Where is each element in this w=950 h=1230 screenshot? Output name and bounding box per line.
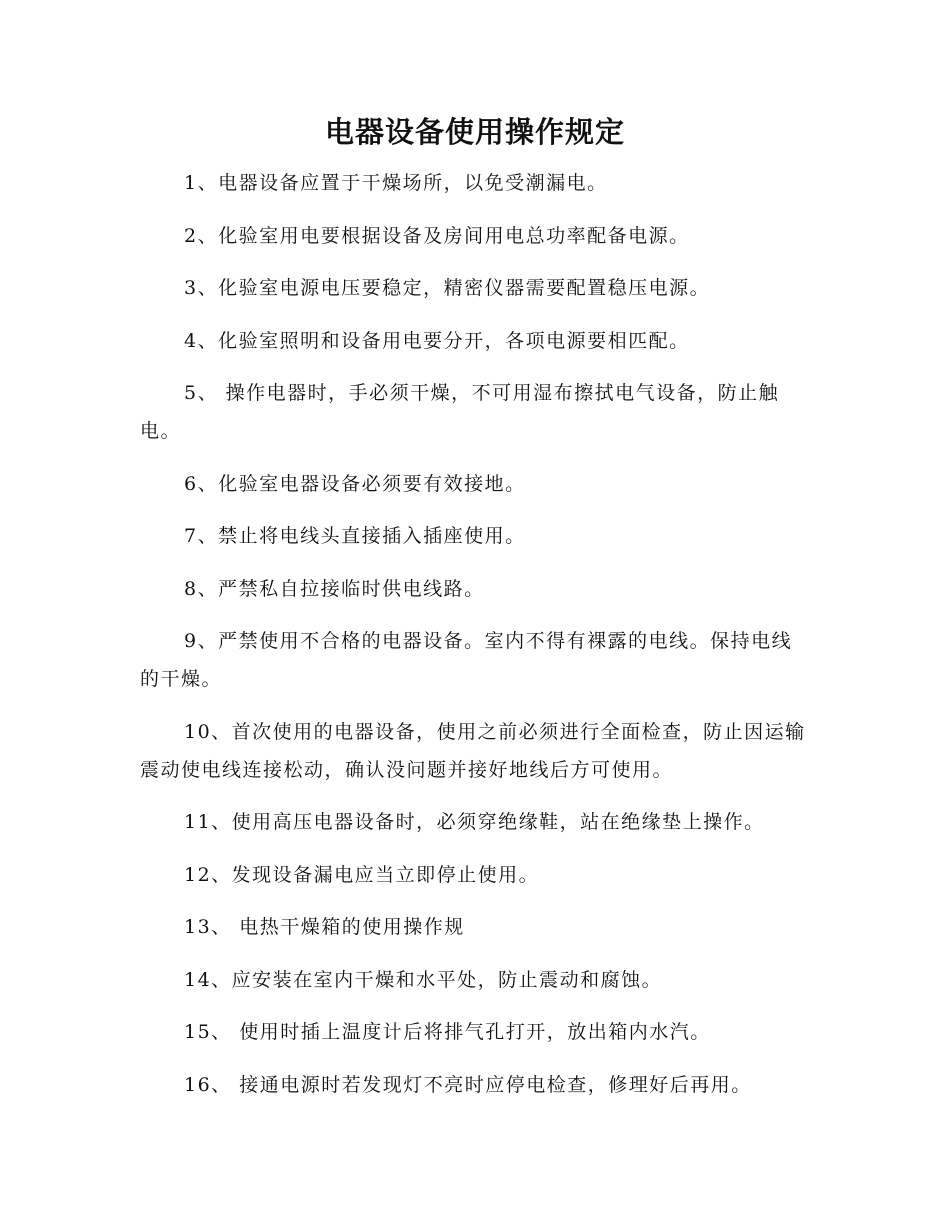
list-item-3: 3、化验室电源电压要稳定，精密仪器需要配置稳压电源。 xyxy=(184,277,711,299)
document-title: 电器设备使用操作规定 xyxy=(324,115,625,149)
list-item-9: 9、严禁使用不合格的电器设备。室内不得有裸露的电线。保持电线的干燥。 xyxy=(140,630,793,690)
list-item-5: 5、 操作电器时，手必须干燥，不可用湿布擦拭电气设备，防止触电。 xyxy=(140,382,780,442)
list-item-10: 10、首次使用的电器设备，使用之前必须进行全面检查，防止因运输震动使电线连接松动，确认没问题并接好地线后方可使用。 xyxy=(140,720,806,781)
list-item-2: 2、化验室用电要根据设备及房间用电总功率配备电源。 xyxy=(184,224,690,247)
list-item-7: 7、禁止将电线头直接插入插座使用。 xyxy=(184,525,526,547)
list-item-13: 13、 电热干燥箱的使用操作规 xyxy=(184,916,465,938)
list-item-6: 6、化验室电器设备必须要有效接地。 xyxy=(184,472,526,495)
document-body xyxy=(140,164,810,1118)
list-item-12: 12、发现设备漏电应当立即停止使用。 xyxy=(184,863,540,886)
list-item-16: 16、 接通电源时若发现灯不亮时应停电检查，修理好后再用。 xyxy=(184,1073,752,1096)
list-item-4: 4、化验室照明和设备用电要分开，各项电源要相匹配。 xyxy=(184,329,690,352)
list-item-8: 8、严禁私自拉接临时供电线路。 xyxy=(184,577,485,600)
list-item-15: 15、 使用时插上温度计后将排气孔打开，放出箱内水汽。 xyxy=(184,1021,711,1043)
list-item-14: 14、应安装在室内干燥和水平处，防止震动和腐蚀。 xyxy=(184,968,663,991)
list-item-11: 11、使用高压电器设备时，必须穿绝缘鞋，站在绝缘垫上操作。 xyxy=(184,811,765,833)
list-item-1: 1、电器设备应置于干燥场所，以免受潮漏电。 xyxy=(184,172,608,194)
